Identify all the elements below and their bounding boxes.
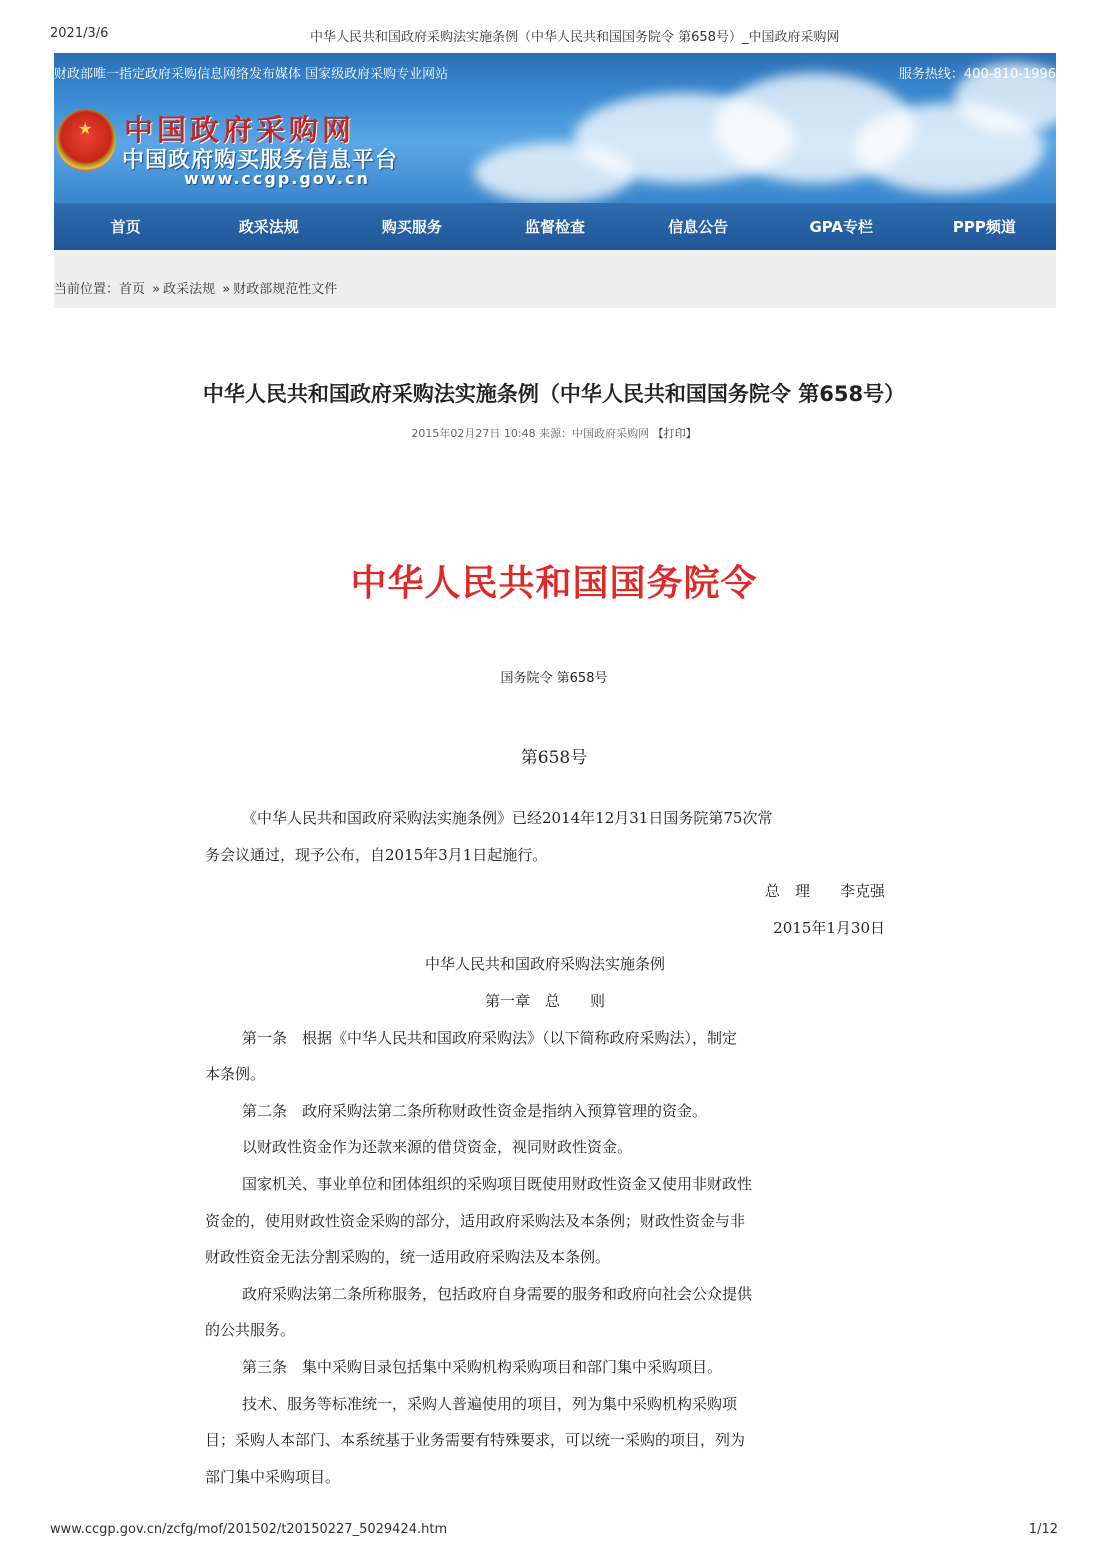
site-logo-subtitle: 中国政府购买服务信息平台 [122,148,399,173]
body-line: 的公共服务。 [205,1321,296,1340]
body-line: 总 理 李克强 [764,882,885,901]
body-line: 财政性资金无法分割采购的，统一适用政府采购法及本条例。 [205,1248,611,1267]
print-url: www.ccgp.gov.cn/zcfg/mof/201502/t20150227_5029424.htm [50,1522,448,1537]
breadcrumb-home[interactable]: 首页 [119,282,146,297]
print-page-number: 1/12 [1028,1522,1058,1537]
body-line: 第一章 总 则 [484,991,605,1010]
print-footer [50,1522,1058,1542]
body-line: 资金的，使用财政性资金采购的部分，适用政府采购法及本条例；财政性资金与非 [205,1211,746,1230]
breadcrumb-separator: » [222,282,231,297]
site-logo-url: www.ccgp.gov.cn [184,169,370,188]
body-line: 目；采购人本部门、本系统基于业务需要有特殊要求，可以统一采购的项目，列为 [205,1431,746,1450]
decree-number-line: 国务院令 第658号 [500,671,608,686]
nav-purchase-services[interactable]: 购买服务 [381,218,442,236]
print-header [50,26,1058,46]
body-line: 《中华人民共和国政府采购法实施条例》已经2014年12月31日国务院第75次常 [242,809,773,827]
print-date: 2021/3/6 [50,26,109,41]
body-line: 以财政性资金作为还款来源的借贷资金，视同财政性资金。 [242,1138,633,1157]
article-meta [0,425,1108,441]
nav-supervision[interactable]: 监督检查 [524,218,585,236]
body-line: 部门集中采购项目。 [205,1467,341,1486]
article-body [205,800,885,1495]
site-banner [54,53,1056,203]
site-tagline: 财政部唯一指定政府采购信息网络发布媒体 国家级政府采购专业网站 [54,67,449,82]
body-line: 本条例。 [205,1065,266,1084]
print-link[interactable]: 【打印】 [652,427,697,440]
article-date-source: 2015年02月27日 10:48 来源：中国政府采购网 [411,427,650,440]
site-logo-title[interactable]: 中国政府采购网 [124,113,356,147]
nav-gpa[interactable]: GPA专栏 [809,218,874,236]
nav-regulations[interactable]: 政采法规 [238,218,299,236]
body-line: 第一条 根据《中华人民共和国政府采购法》（以下简称政府采购法），制定 [242,1028,738,1047]
nav-ppp[interactable]: PPP频道 [952,218,1016,236]
breadcrumb-mof-documents[interactable]: 财政部规范性文件 [233,282,338,297]
nav-home[interactable]: 首页 [110,218,141,236]
article-title: 中华人民共和国政府采购法实施条例（中华人民共和国国务院令 第658号） [202,382,906,407]
body-line: 技术、服务等标准统一，采购人普遍使用的项目，列为集中采购机构采购项 [242,1394,738,1413]
body-line: 政府采购法第二条所称服务，包括政府自身需要的服务和政府向社会公众提供 [242,1284,753,1303]
breadcrumb-bar [54,250,1056,308]
print-doc-title: 中华人民共和国政府采购法实施条例（中华人民共和国国务院令 第658号）_中国政府采购网 [310,30,840,45]
main-nav [54,203,1056,250]
service-hotline: 服务热线：400-810-1996 [898,67,1056,82]
breadcrumb [54,278,337,297]
body-line: 第三条 集中采购目录包括集中采购机构采购项目和部门集中采购项目。 [242,1357,723,1376]
breadcrumb-prefix: 当前位置： [54,282,120,297]
breadcrumb-regulations[interactable]: 政采法规 [163,282,216,297]
decree-number: 第658号 [520,748,588,768]
nav-announcements[interactable]: 信息公告 [668,218,729,236]
decree-heading: 中华人民共和国国务院令 [350,562,758,604]
body-line: 第二条 政府采购法第二条所称财政性资金是指纳入预算管理的资金。 [242,1101,708,1120]
breadcrumb-separator: » [152,282,161,297]
national-emblem-icon: ★ [56,109,116,171]
body-line: 中华人民共和国政府采购法实施条例 [424,955,665,974]
body-line: 国家机关、事业单位和团体组织的采购项目既使用财政性资金又使用非财政性 [242,1174,753,1193]
body-line: 务会议通过，现予公布，自2015年3月1日起施行。 [205,845,548,864]
body-line: 2015年1月30日 [773,918,885,937]
